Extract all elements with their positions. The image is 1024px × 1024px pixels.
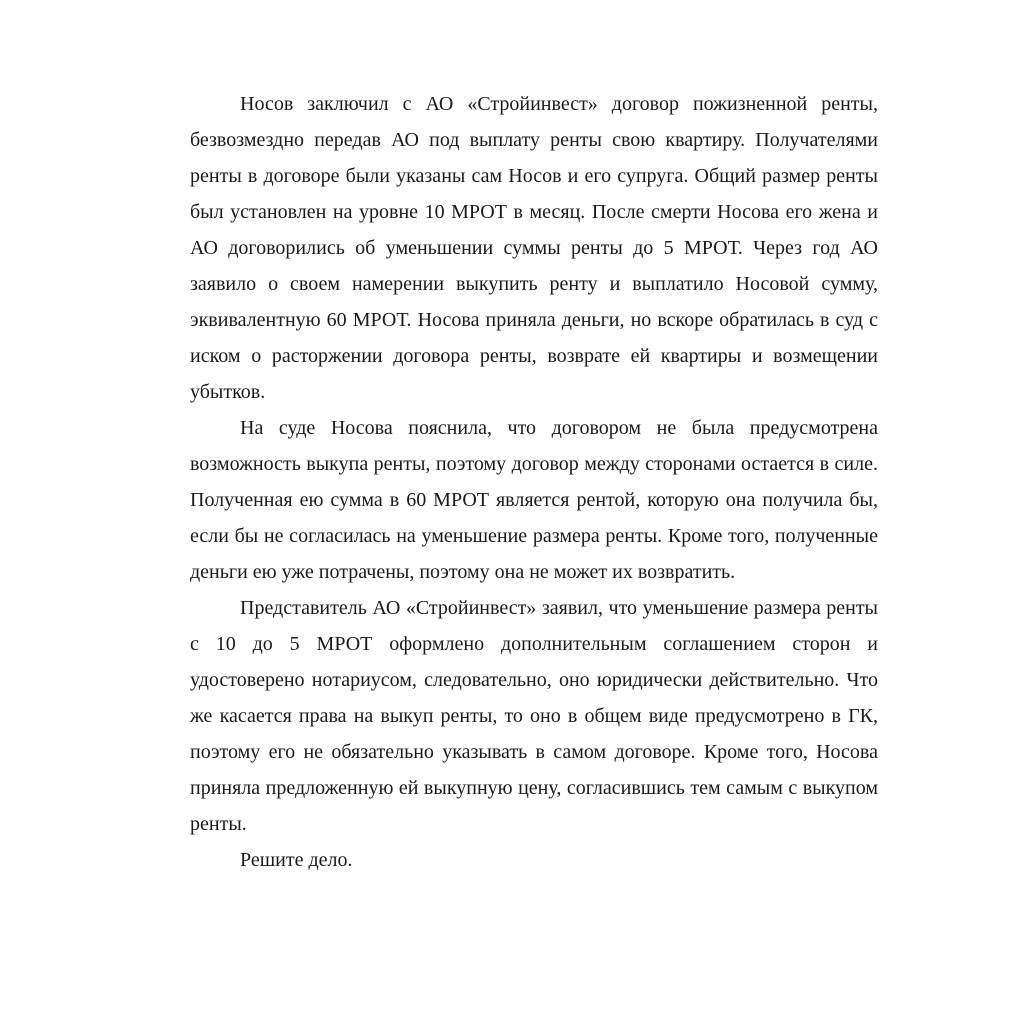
paragraph-nosova-position: На суде Носова пояснила, что договором не была предусмотрена возможность выкупа ренты, поэтому договор между сторонами остается в силе. Полученная ею сумма в 60 МРОТ является рентой, которую она получила бы, если бы не согласилась на уменьшение размера ренты. Кроме того, полученные деньги ею уже потрачены, поэтому она не может их возвратить.: [190, 417, 878, 583]
paragraph-task-instruction: Решите дело.: [240, 849, 353, 871]
paragraph-case-facts: Носов заключил с АО «Стройинвест» договор пожизненной ренты, безвозмездно передав АО под выплату ренты свою квартиру. Получателями ренты в договоре были указаны сам Носов и его супруга. Общий размер ренты был установлен на уровне 10 МРОТ в месяц. После смерти Носова его жена и АО договорились об уменьшении суммы ренты до 5 МРОТ. Через год АО заявило о своем намерении выкупить ренту и выплатило Носовой сумму, эквивалентную 60 МРОТ. Носова приняла деньги, но вскоре обратилась в суд с иском о расторжении договора ренты, возврате ей квартиры и возмещении убытков.: [190, 93, 878, 403]
document-text-block: [190, 86, 878, 878]
paragraph-company-position: Представитель АО «Стройинвест» заявил, что уменьшение размера ренты с 10 до 5 МРОТ оформлено дополнительным соглашением сторон и удостоверено нотариусом, следовательно, оно юридически действительно. Что же касается права на выкуп ренты, то оно в общем виде предусмотрено в ГК, поэтому его не обязательно указывать в самом договоре. Кроме того, Носова приняла предложенную ей выкупную цену, согласившись тем самым с выкупом ренты.: [190, 597, 878, 835]
